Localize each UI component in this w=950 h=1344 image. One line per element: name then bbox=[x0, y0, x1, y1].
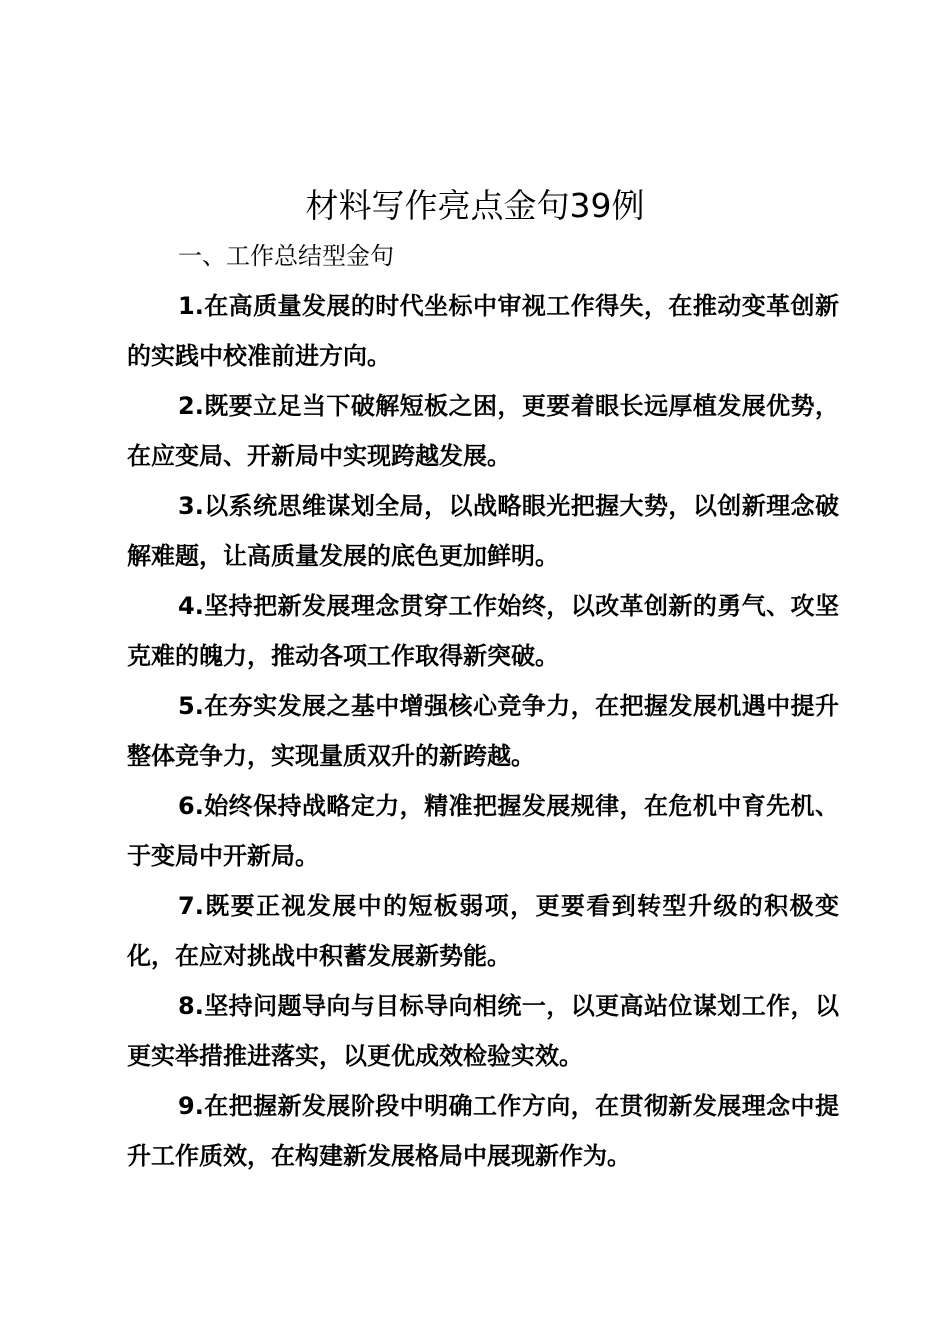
list-item: 8.坚持问题导向与目标导向相统一，以更高站位谋划工作，以更实举措推进落实，以更优成效检验实效。 bbox=[127, 992, 839, 1070]
sentence-list bbox=[127, 281, 839, 1181]
list-item: 6.始终保持战略定力，精准把握发展规律，在危机中育先机、于变局中开新局。 bbox=[127, 792, 839, 870]
section-heading: 一、工作总结型金句 bbox=[178, 242, 394, 270]
list-item: 4.坚持把新发展理念贯穿工作始终，以改革创新的勇气、攻坚克难的魄力，推动各项工作取得新突破。 bbox=[127, 592, 839, 670]
list-item: 9.在把握新发展阶段中明确工作方向，在贯彻新发展理念中提升工作质效，在构建新发展格局中展现新作为。 bbox=[127, 1092, 839, 1170]
list-item: 3.以系统思维谋划全局，以战略眼光把握大势，以创新理念破解难题，让高质量发展的底色更加鲜明。 bbox=[127, 492, 839, 570]
list-item: 1.在高质量发展的时代坐标中审视工作得失，在推动变革创新的实践中校准前进方向。 bbox=[127, 292, 839, 370]
document-title: 材料写作亮点金句39例 bbox=[305, 186, 645, 225]
list-item: 5.在夯实发展之基中增强核心竞争力，在把握发展机遇中提升整体竞争力，实现量质双升的新跨越。 bbox=[127, 692, 839, 770]
list-item: 7.既要正视发展中的短板弱项，更要看到转型升级的积极变化，在应对挑战中积蓄发展新势能。 bbox=[127, 892, 839, 970]
list-item: 2.既要立足当下破解短板之困，更要着眼长远厚植发展优势，在应变局、开新局中实现跨越发展。 bbox=[127, 392, 839, 470]
